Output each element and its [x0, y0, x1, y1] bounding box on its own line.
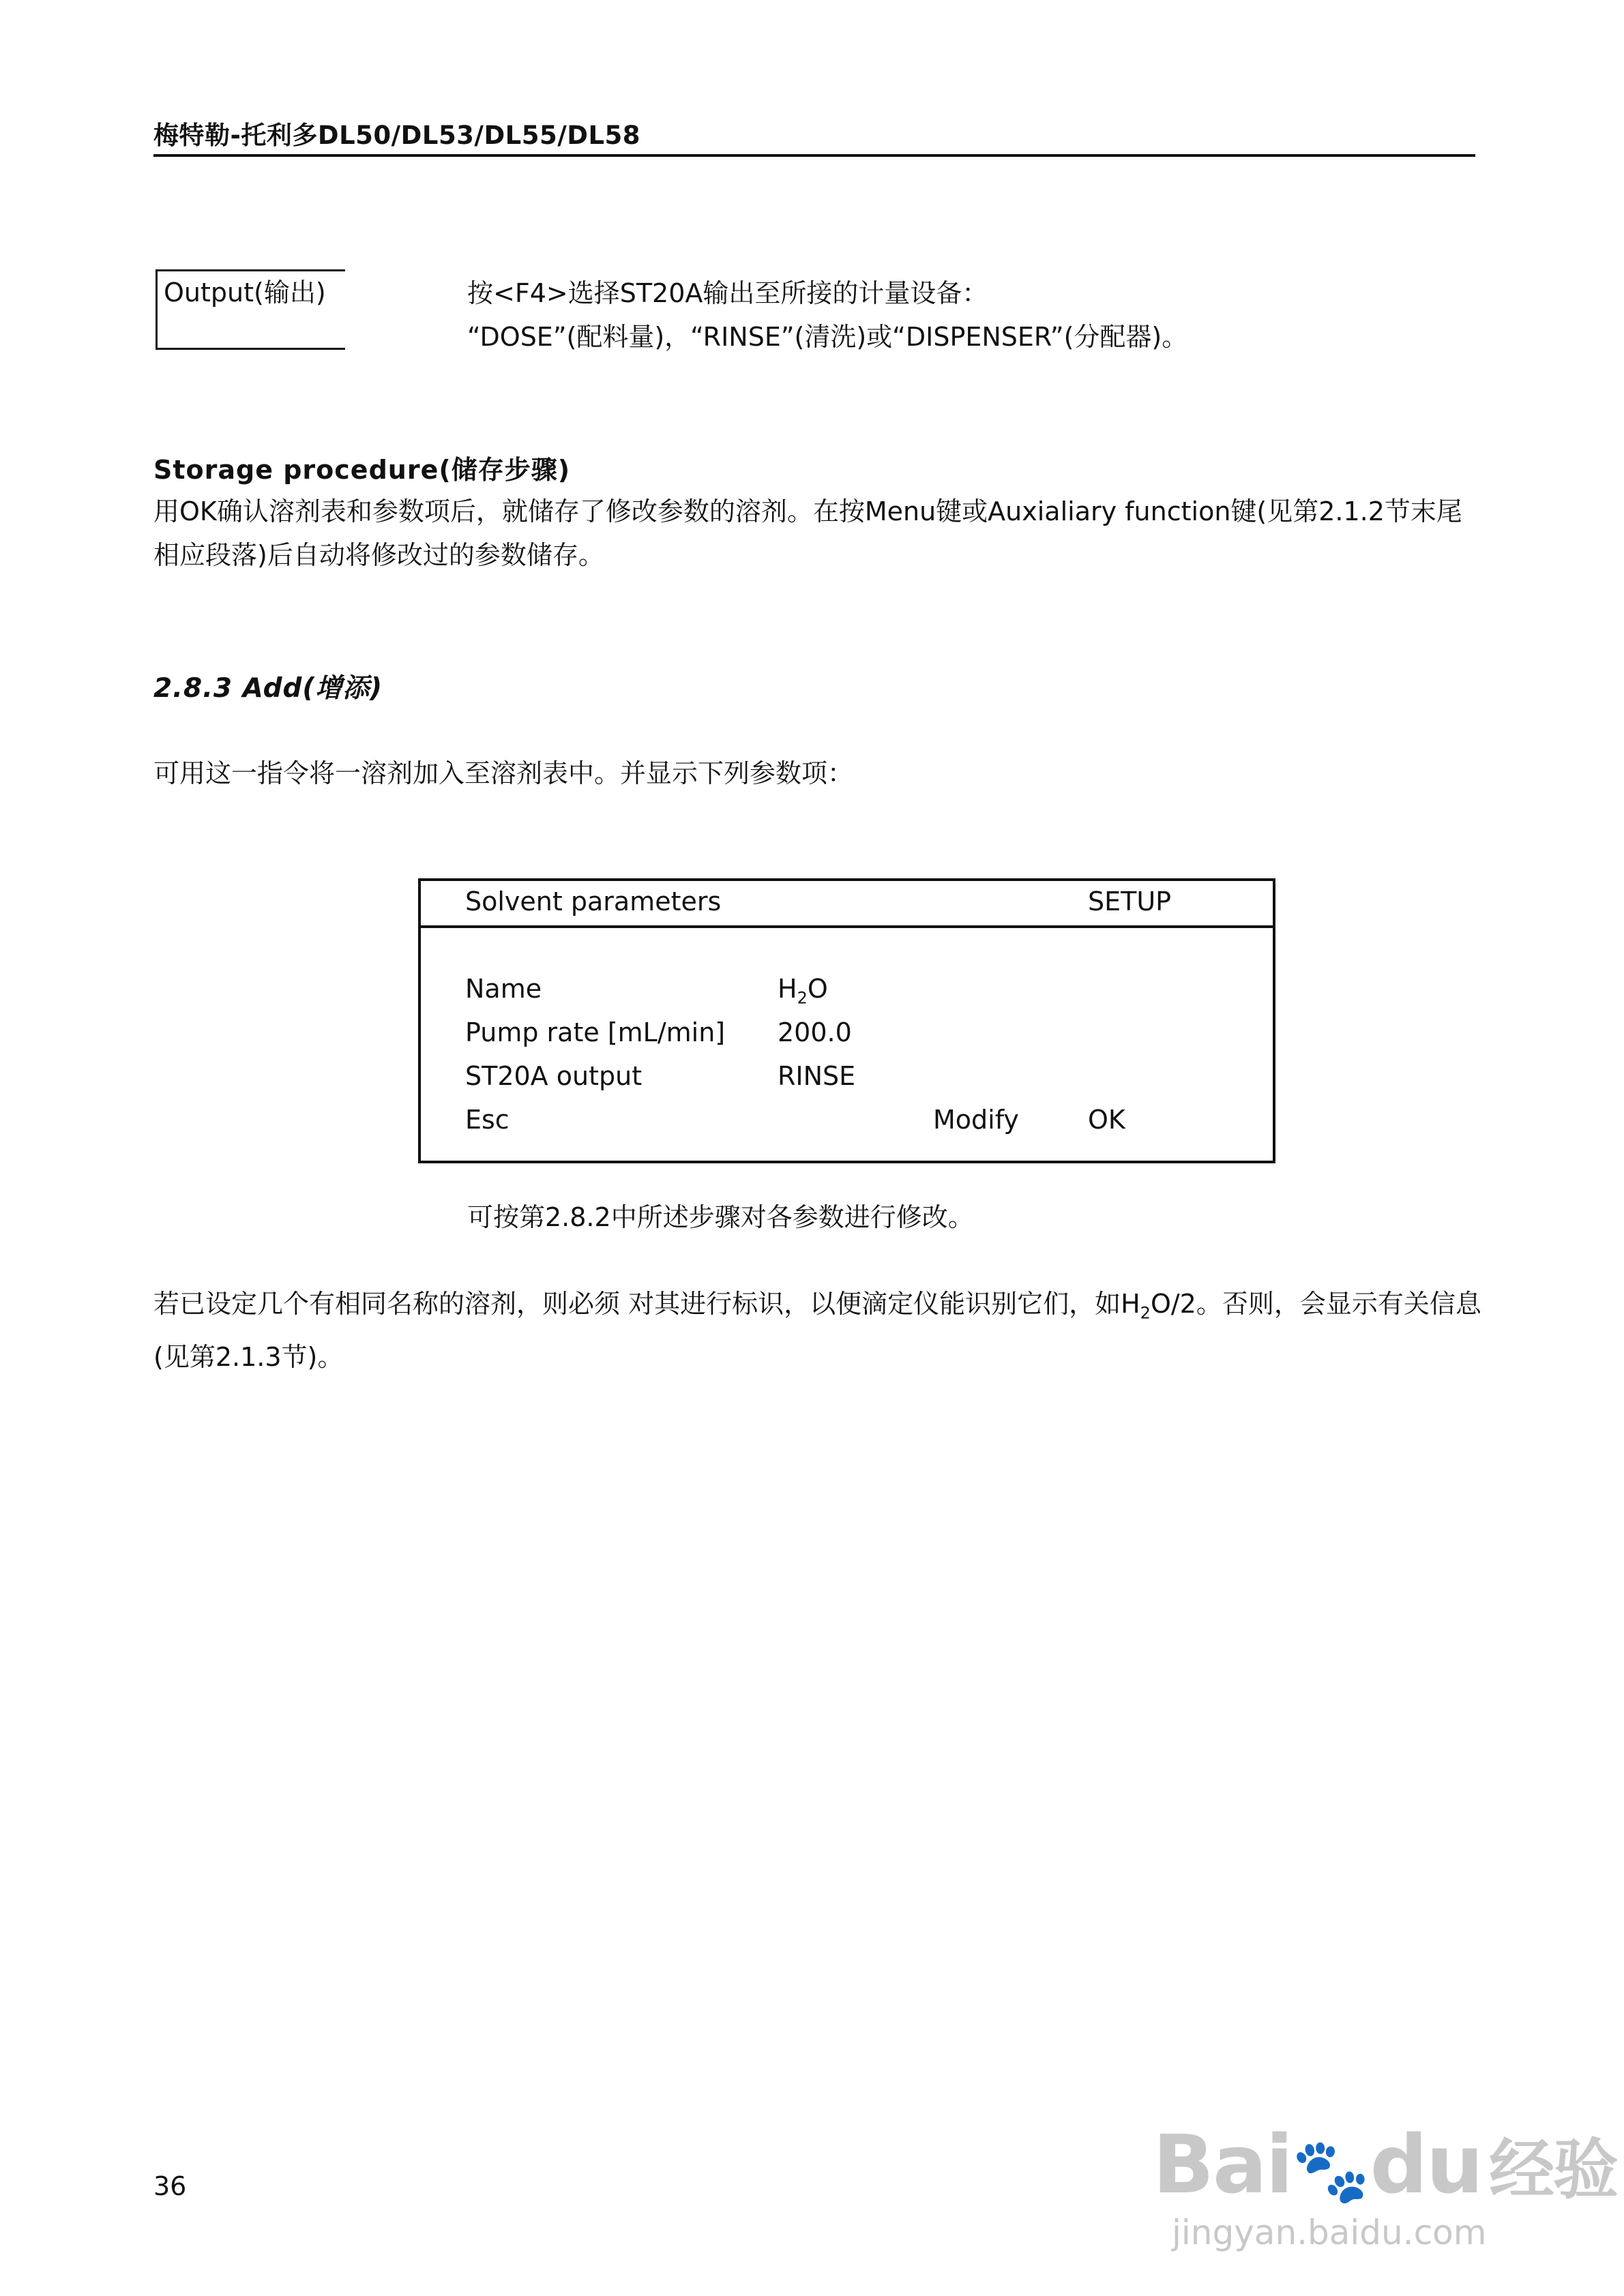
softkey-ok[interactable]: OK	[1088, 1105, 1125, 1135]
page-number: 36	[153, 2171, 187, 2201]
watermark-url: jingyan.baidu.com	[1172, 2213, 1487, 2252]
watermark-logo-left: Bai	[1153, 2117, 1293, 2211]
parameter-description	[467, 271, 1187, 359]
section-heading: 2.8.3 Add(增添)	[153, 673, 383, 704]
storage-body: 用OK确认溶剂表和参数项后，就储存了修改参数的溶剂。在按Menu键或Auxialiary function键(见第2.1.2节末尾相应段落)后自动将修改过的参数储存。	[153, 496, 1462, 570]
screen-row-value-pump-rate: 200.0	[778, 1017, 852, 1047]
screen-title: Solvent parameters	[465, 886, 722, 916]
baidu-watermark	[1153, 2117, 1617, 2211]
parameter-description-line1: 按<F4>选择ST20A输出至所接的计量设备：	[467, 278, 988, 308]
paw-icon: 🐾	[1292, 2134, 1370, 2207]
storage-heading: Storage procedure(储存步骤)	[153, 455, 571, 485]
screen-row-label-name: Name	[465, 974, 542, 1004]
header-rule	[153, 154, 1475, 157]
parameter-label: Output(输出)	[164, 278, 326, 308]
screen-mode: SETUP	[1088, 886, 1172, 916]
watermark-cn: 经验	[1489, 2132, 1618, 2208]
screen-row-label-output: ST20A output	[465, 1061, 643, 1091]
running-header: 梅特勒-托利多DL50/DL53/DL55/DL58	[153, 121, 641, 150]
section-intro: 可用这一指令将一溶剂加入至溶剂表中。并显示下列参数项：	[153, 758, 854, 788]
screen-row-value-name: $H_2O$	[778, 974, 828, 1008]
screen-title-rule	[418, 925, 1275, 928]
closing-paragraph: 若已设定几个有相同名称的溶剂，则必须 对其进行标识，以便滴定仪能识别它们，如$H_2O/2$。否则，会显示有关信息(见第2.1.3节)。	[153, 1289, 1481, 1372]
softkey-esc[interactable]: Esc	[465, 1105, 510, 1135]
modify-note: 可按第2.8.2中所述步骤对各参数进行修改。	[467, 1202, 974, 1232]
softkey-modify[interactable]: Modify	[933, 1105, 1019, 1135]
parameter-description-line2: “DOSE”(配料量)，“RINSE”(清洗)或“DISPENSER”(分配器)。	[467, 322, 1188, 352]
screen-row-label-pump-rate: Pump rate [mL/min]	[465, 1017, 726, 1047]
watermark-logo-right: du	[1370, 2117, 1483, 2211]
screen-row-value-output: RINSE	[778, 1061, 856, 1091]
